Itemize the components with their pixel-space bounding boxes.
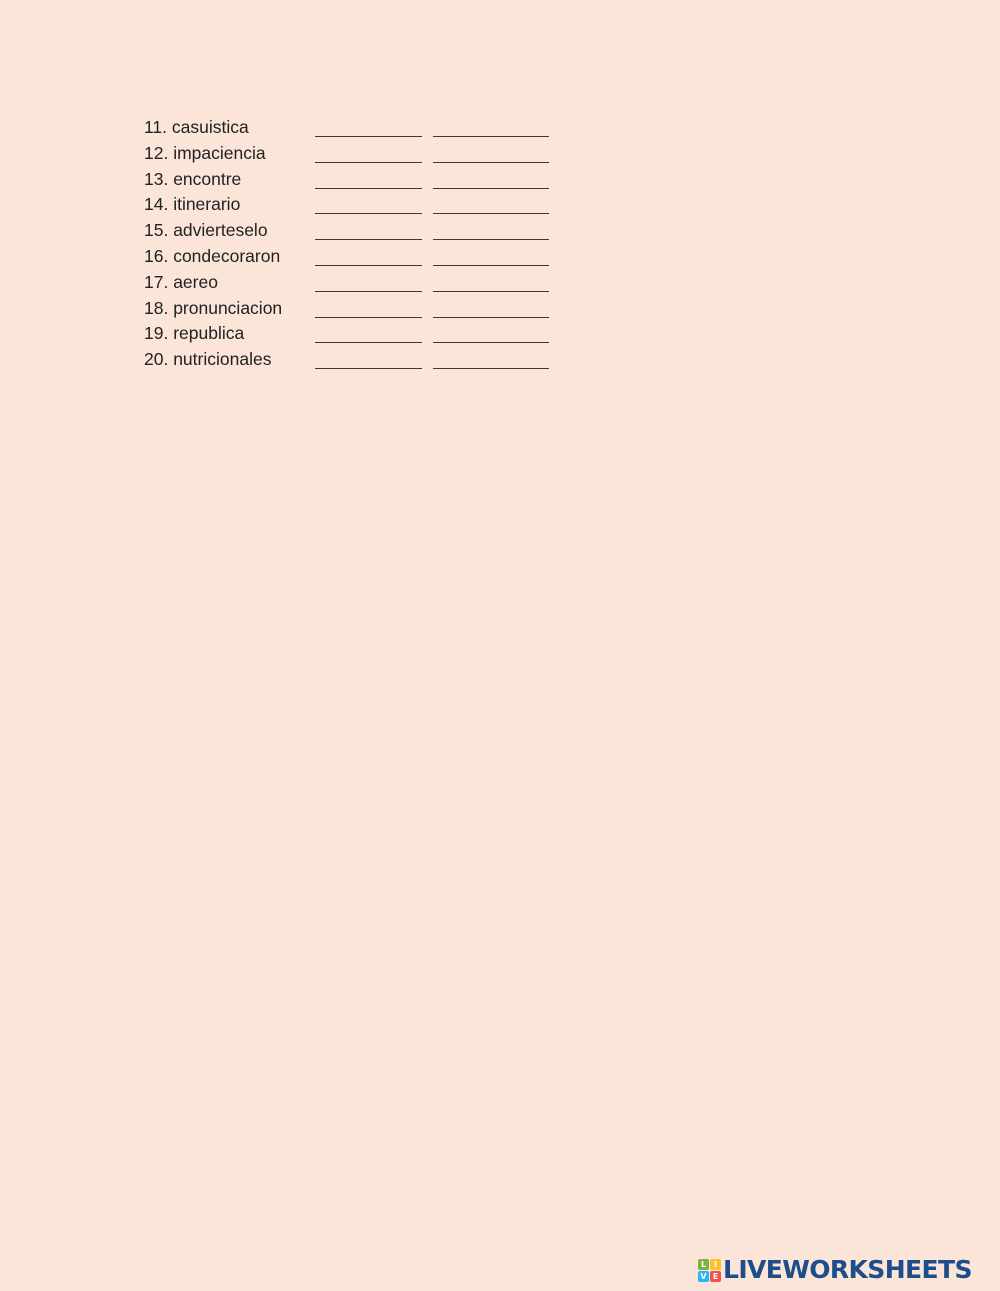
answer-blank-2[interactable]	[433, 368, 549, 369]
word-label: 15. adviertеselo	[144, 220, 268, 241]
answer-blank-1[interactable]	[315, 265, 422, 266]
word-label: 13. encontre	[144, 168, 242, 189]
word-label: 19. republica	[144, 323, 245, 344]
logo-blocks-icon	[698, 1259, 721, 1282]
answer-blank-2[interactable]	[433, 213, 549, 214]
answer-blank-1[interactable]	[315, 213, 422, 214]
list-item	[144, 219, 564, 245]
answer-blank-2[interactable]	[433, 291, 549, 292]
answer-blank-1[interactable]	[315, 368, 422, 369]
answer-blank-2[interactable]	[433, 188, 549, 189]
answer-blank-1[interactable]	[315, 291, 422, 292]
answer-blank-1[interactable]	[315, 317, 422, 318]
list-item	[144, 245, 564, 271]
word-label: 20. nutricionales	[144, 349, 272, 370]
answer-blank-1[interactable]	[315, 162, 422, 163]
word-list	[144, 116, 564, 374]
liveworksheets-logo	[698, 1256, 972, 1284]
list-item	[144, 271, 564, 297]
answer-blank-2[interactable]	[433, 265, 549, 266]
list-item	[144, 142, 564, 168]
list-item	[144, 116, 564, 142]
list-item	[144, 297, 564, 323]
answer-blank-1[interactable]	[315, 342, 422, 343]
list-item	[144, 193, 564, 219]
list-item	[144, 322, 564, 348]
word-label: 14. itinerario	[144, 194, 241, 215]
answer-blank-2[interactable]	[433, 239, 549, 240]
logo-text: LIVEWORKSHEETS	[723, 1255, 972, 1284]
word-label: 12. impaciencia	[144, 142, 266, 163]
answer-blank-2[interactable]	[433, 317, 549, 318]
word-label: 18. pronunciacion	[144, 297, 283, 318]
logo-block: L	[698, 1259, 709, 1270]
list-item	[144, 168, 564, 194]
logo-block: I	[710, 1259, 721, 1270]
list-item	[144, 348, 564, 374]
answer-blank-1[interactable]	[315, 239, 422, 240]
logo-block: V	[698, 1271, 709, 1282]
word-label: 17. aereo	[144, 271, 218, 292]
answer-blank-1[interactable]	[315, 136, 422, 137]
word-label: 16. condecoraron	[144, 245, 281, 266]
word-label: 11. casuistica	[144, 117, 249, 137]
logo-block: E	[710, 1271, 721, 1282]
answer-blank-2[interactable]	[433, 342, 549, 343]
answer-blank-2[interactable]	[433, 162, 549, 163]
answer-blank-2[interactable]	[433, 136, 549, 137]
answer-blank-1[interactable]	[315, 188, 422, 189]
